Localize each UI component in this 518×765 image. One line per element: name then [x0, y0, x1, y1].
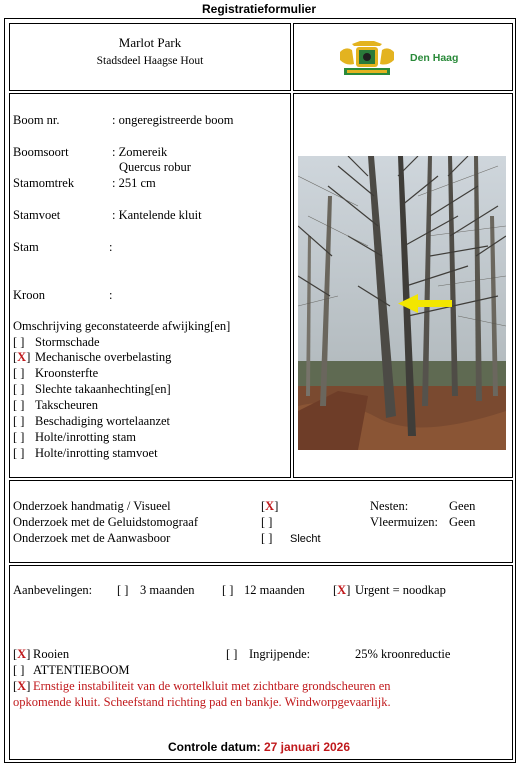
remove-mark[interactable]: [X] [13, 647, 31, 661]
species-label: Boomsoort [13, 145, 69, 159]
note-line-2: opkomende kluit. Scheefstand richting pad en bankje. Windworpgevaarlijk. [13, 695, 391, 709]
option-12-months-mark[interactable]: [ ] [222, 583, 234, 597]
visual-research-label: Onderzoek handmatig / Visueel [13, 499, 171, 513]
option-urgent-mark[interactable]: [X] [333, 583, 351, 597]
header-logo-box [293, 23, 513, 91]
deviation-label-3: Kroonsterfte [35, 366, 99, 380]
deviation-mark-6[interactable]: [ ] [13, 414, 25, 428]
remove-label: Rooien [33, 647, 70, 661]
coat-of-arms-icon [336, 40, 398, 78]
form-title: Registratieformulier [201, 2, 317, 16]
deviation-label-7: Holte/inrotting stam [35, 430, 137, 444]
tree-photo [298, 156, 506, 450]
option-12-months-label: 12 maanden [244, 583, 305, 597]
species-latin: Quercus robur [119, 160, 191, 174]
deviation-label-6: Beschadiging wortelaanzet [35, 414, 171, 428]
deviation-mark-1[interactable]: [ ] [13, 335, 25, 349]
nests-label: Nesten: [370, 499, 409, 513]
increment-borer-mark[interactable]: [ ] [261, 531, 273, 545]
option-urgent-check: X [337, 583, 347, 597]
control-date [0, 740, 518, 755]
note-mark[interactable]: [X] [13, 679, 31, 693]
remove-check: X [17, 647, 27, 661]
deviation-mark-4[interactable]: [ ] [13, 382, 25, 396]
deviation-mark-8[interactable]: [ ] [13, 446, 25, 460]
option-3-months-mark[interactable]: [ ] [117, 583, 129, 597]
deviation-label-1: Stormschade [35, 335, 100, 349]
bats-label: Vleermuizen: [370, 515, 439, 529]
trunk-circumference-label: Stamomtrek [13, 176, 75, 190]
deviation-label-5: Takscheuren [35, 398, 98, 412]
note-line-1: Ernstige instabiliteit van de wortelkluit met zichtbare grondscheuren en [33, 679, 391, 693]
intervene-mark[interactable]: [ ] [226, 647, 238, 661]
option-3-months-label: 3 maanden [140, 583, 195, 597]
option-urgent-label: Urgent = noodkap [355, 583, 446, 597]
sonic-tomograph-mark[interactable]: [ ] [261, 515, 273, 529]
forest-image [298, 156, 506, 450]
deviation-check-2: X [17, 350, 27, 364]
crown-reduction-value: 25% kroonreductie [355, 647, 451, 661]
trunk-base-value: : Kantelende kluit [112, 208, 202, 222]
header-park-box [9, 23, 291, 91]
increment-borer-note: Slecht [290, 533, 321, 545]
nests-value: Geen [449, 499, 476, 513]
attention-tree-label: ATTENTIEBOOM [33, 663, 130, 677]
crown-label: Kroon [13, 288, 45, 302]
trunk-base-label: Stamvoet [13, 208, 61, 222]
tree-number-value: : ongeregistreerde boom [112, 113, 234, 127]
park-name: Marlot Park [118, 35, 182, 50]
note-check: X [17, 679, 27, 693]
intervene-label: Ingrijpende: [249, 647, 311, 661]
tree-number-label: Boom nr. [13, 113, 60, 127]
trunk-label: Stam [13, 240, 39, 254]
trunk-circumference-value: : 251 cm [112, 176, 156, 190]
increment-borer-label: Onderzoek met de Aanwasboor [13, 531, 171, 545]
control-date-label: Controle datum: [167, 740, 261, 754]
deviation-mark-2[interactable]: [X] [13, 350, 31, 364]
district-name: Stadsdeel Haagse Hout [96, 55, 204, 67]
recommendations-label: Aanbevelingen: [13, 583, 93, 597]
crown-value: : [109, 288, 113, 302]
control-date-value: 27 januari 2026 [263, 740, 351, 754]
bats-value: Geen [449, 515, 476, 529]
sonic-tomograph-label: Onderzoek met de Geluidstomograaf [13, 515, 199, 529]
deviation-mark-7[interactable]: [ ] [13, 430, 25, 444]
deviation-mark-3[interactable]: [ ] [13, 366, 25, 380]
deviation-label-2: Mechanische overbelasting [35, 350, 172, 364]
trunk-value: : [109, 240, 113, 254]
deviation-label-4: Slechte takaanhechting[en] [35, 382, 171, 396]
deviation-mark-5[interactable]: [ ] [13, 398, 25, 412]
deviations-heading: Omschrijving geconstateerde afwijking[en] [13, 319, 231, 333]
logo-text: Den Haag [410, 52, 459, 64]
deviation-label-8: Holte/inrotting stamvoet [35, 446, 158, 460]
visual-research-check: X [265, 499, 275, 513]
visual-research-mark[interactable]: [X] [261, 499, 279, 513]
attention-tree-mark[interactable]: [ ] [13, 663, 25, 677]
species-value: : Zomereik [112, 145, 168, 159]
